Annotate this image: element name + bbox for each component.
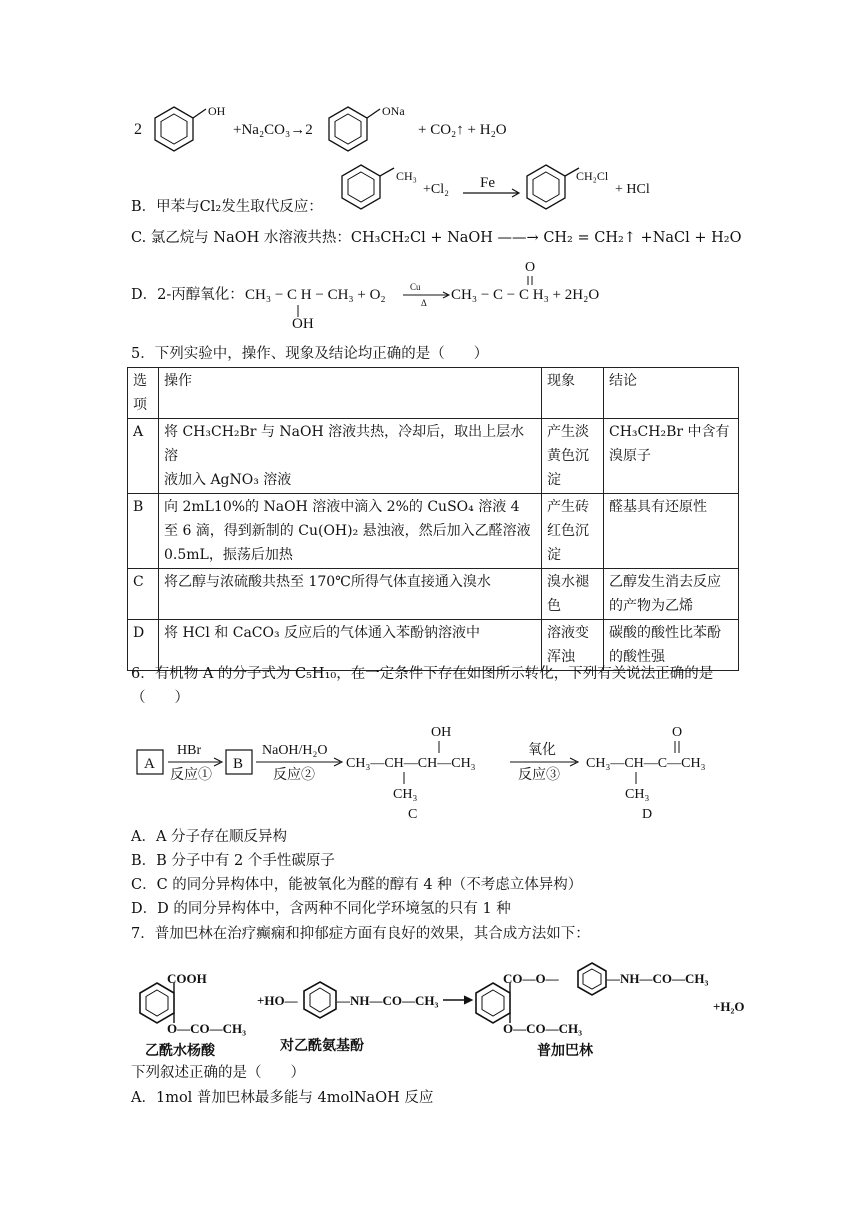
svg-text:A: A	[144, 756, 155, 772]
svg-text:NaOH/H₂O: NaOH/H₂O	[262, 743, 328, 758]
benzene-ring-paracetamol	[304, 982, 336, 1018]
svg-text:+ HCl: + HCl	[615, 182, 650, 197]
header-operation: 操作	[159, 368, 542, 419]
svg-text:氧化: 氧化	[528, 743, 556, 758]
header-option: 选项	[128, 368, 159, 419]
svg-text:CH₃: CH₃	[393, 787, 418, 802]
svg-text:Cu: Cu	[410, 282, 421, 292]
option-c: C. 氯乙烷与 NaOH 水溶液共热：CH₃CH₂Cl + NaOH ——→ CH₂ = CH₂↑ +NaCl + H₂O	[131, 230, 742, 246]
svg-text:2: 2	[134, 121, 142, 138]
svg-text:反应①: 反应①	[170, 768, 212, 783]
svg-text:O: O	[525, 260, 536, 275]
svg-text:对乙酰氨基酚: 对乙酰氨基酚	[280, 1039, 364, 1054]
svg-text:B: B	[233, 756, 244, 772]
option-d-label: D．2-丙醇氧化：	[131, 287, 244, 303]
svg-text:O—CO—CH₃: O—CO—CH₃	[167, 1021, 247, 1036]
q7-scheme	[125, 955, 765, 1060]
q6-option-a: A．A 分子存在顺反异构	[131, 829, 288, 845]
q6-option-b: B．B 分子中有 2 个手性碳原子	[131, 853, 335, 869]
q7-option-a: A．1mol 普加巴林最多能与 4molNaOH 反应	[131, 1090, 434, 1106]
svg-text:CH₃—CH—C—CH₃: CH₃—CH—C—CH₃	[586, 756, 706, 771]
svg-text:Fe: Fe	[480, 175, 495, 191]
svg-text:OH: OH	[208, 104, 226, 118]
svg-text:+HO—: +HO—	[257, 993, 298, 1008]
svg-text:CH₃ − C − C H₃ + 2H₂O: CH₃ − C − C H₃ + 2H₂O	[451, 287, 600, 303]
table-header-row	[128, 368, 739, 419]
svg-text:乙酰水杨酸: 乙酰水杨酸	[145, 1044, 215, 1059]
option-d-equation	[245, 255, 625, 335]
q5-stem: 5．下列实验中，操作、现象及结论均正确的是（ ）	[131, 346, 489, 362]
svg-text:+H₂O: +H₂O	[713, 999, 745, 1014]
svg-text:ONa: ONa	[382, 104, 405, 118]
svg-text:CH₃—CH—CH—CH₃: CH₃—CH—CH—CH₃	[346, 756, 476, 771]
q6-scheme	[130, 716, 750, 826]
svg-text:O—CO—CH₃: O—CO—CH₃	[503, 1021, 583, 1036]
benzene-ring-toluene	[342, 165, 394, 209]
svg-text:CH₃: CH₃	[396, 169, 417, 183]
table-row: B 向 2mL10%的 NaOH 溶液中滴入 2%的 CuSO₄ 溶液 4 至 6 滴，得到新制的 Cu(OH)₂ 悬浊液，然后加入乙醛溶液 0.5mL，振荡后加热 产生砖红色沉淀 醛基具有还原性	[128, 494, 739, 569]
svg-text:CH₃: CH₃	[625, 787, 650, 802]
svg-text:OH: OH	[431, 725, 452, 740]
svg-text:COOH: COOH	[167, 971, 207, 986]
svg-text:Δ: Δ	[421, 298, 427, 308]
svg-text:+ CO₂↑ + H₂O: + CO₂↑ + H₂O	[418, 122, 507, 138]
q7-question: 下列叙述正确的是（ ）	[131, 1065, 305, 1081]
svg-text:普加巴林: 普加巴林	[537, 1044, 593, 1059]
benzene-ring-product	[476, 983, 510, 1023]
svg-text:O: O	[672, 725, 683, 740]
svg-text:HBr: HBr	[177, 743, 202, 758]
header-conclusion: 结论	[604, 368, 739, 419]
table-row: D 将 HCl 和 CaCO₃ 反应后的气体通入苯酚钠溶液中 溶液变浑浊 碳酸的酸性比苯酚的酸性强	[128, 620, 739, 671]
svg-text:+Cl₂: +Cl₂	[423, 182, 450, 197]
q5-table	[127, 367, 739, 671]
option-b-equation	[320, 155, 680, 220]
q6-option-d: D．D 的同分异构体中，含两种不同化学环境氢的只有 1 种	[131, 901, 511, 917]
svg-text:+Na₂CO₃→2: +Na₂CO₃→2	[233, 122, 313, 138]
svg-text:—NH—CO—CH₃: —NH—CO—CH₃	[337, 993, 439, 1008]
option-b-label: B．甲苯与Cl₂发生取代反应：	[131, 199, 323, 215]
header-phenomenon: 现象	[542, 368, 604, 419]
benzene-ring-aspirin	[140, 983, 174, 1023]
svg-text:C: C	[408, 807, 418, 822]
svg-text:CH₃ − C H − CH₃ + O₂: CH₃ − C H − CH₃ + O₂	[245, 287, 386, 303]
q6-stem: 6．有机物 A 的分子式为 C₅H₁₀，在一定条件下存在如图所示转化，下列有关说法正确的是	[131, 666, 714, 682]
benzene-ring-phenol	[155, 107, 206, 151]
svg-text:CH₂Cl: CH₂Cl	[576, 169, 609, 183]
benzene-ring-benzyl-chloride	[527, 165, 579, 209]
table-row: A 将 CH₃CH₂Br 与 NaOH 溶液共热，冷却后，取出上层水溶 液加入 AgNO₃ 溶液 产生淡黄色沉淀 CH₃CH₂Br 中含有溴原子	[128, 419, 739, 494]
benzene-ring-phenoxide	[329, 107, 380, 151]
table-row: C 将乙醇与浓硫酸共热至 170℃所得气体直接通入溴水 溴水褪色 乙醇发生消去反应的产物为乙烯	[128, 569, 739, 620]
svg-text:OH: OH	[292, 316, 314, 332]
svg-text:反应③: 反应③	[518, 768, 560, 783]
benzene-ring-product-para	[578, 963, 606, 995]
q6-option-c: C．C 的同分异构体中，能被氧化为醛的醇有 4 种（不考虑立体异构）	[131, 877, 583, 893]
svg-text:反应②: 反应②	[273, 768, 315, 783]
svg-text:D: D	[642, 807, 653, 822]
svg-text:—NH—CO—CH₃: —NH—CO—CH₃	[607, 971, 709, 986]
q7-stem: 7．普加巴林在治疗癫痫和抑郁症方面有良好的效果，其合成方法如下：	[131, 926, 590, 942]
svg-text:CO—O—: CO—O—	[503, 971, 559, 986]
q6-paren: （ ）	[131, 690, 189, 706]
